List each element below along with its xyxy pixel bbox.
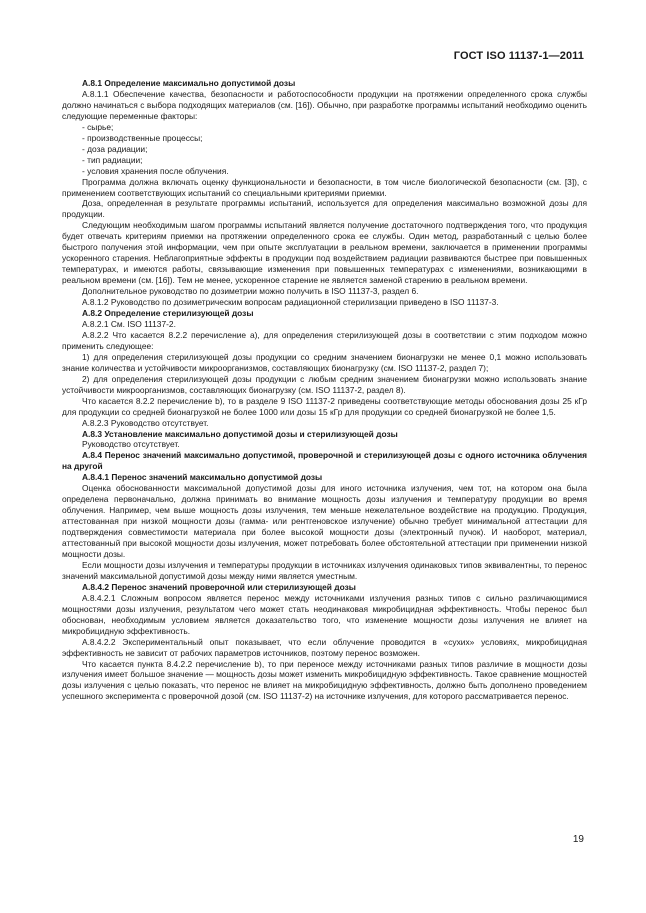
section-heading: A.8.4.1 Перенос значений максимально допустимой дозы [82,472,323,483]
paragraph: A.8.4.2.2 Экспериментальный опыт показывает, что если облучение проводится в «сухих» условиях, микробицидная эффективность не зависит от рабочих параметров источников, поэтому перенос возможен. [62,636,587,658]
paragraph: Что касается пункта 8.4.2.2 перечисление b), то при переносе между источниками разных типов различие в мощности дозы излучения имеет большое значение — мощность дозы может изменить микробицидную эффективность. Такое сравнение мощностей дозы излучения с целью показать, что перенос не влияет на микробицидную эффективность, должно быть дополнено проведением успешного эксперимента с проверочной дозой (см. ISO 11137-2) на источнике излучения, для которого рассматривается перенос. [62,658,587,702]
page-number: 19 [572,834,584,845]
list-item: - тип радиации; [82,154,143,165]
paragraph: 2) для определения стерилизующей дозы продукции с любым средним значением бионагрузки можно использовать знание устойчивости микроорганизмов, составляющих бионагрузку (см. ISO 11137-2, раздел 8). [62,373,587,395]
list-item: - условия хранения после облучения. [82,165,229,176]
paragraph: A.8.1.1 Обеспечение качества, безопасности и работоспособности продукции на протяжении определенного срока службы должно начинаться с выбора подходящих материалов (см. [16]). Обычно, при разработке программы испытаний необходимо оценить следующие переменные факторы: [62,88,587,121]
paragraph: Следующим необходимым шагом программы испытаний является получение достаточного подтверждения того, что продукция будет отвечать критериям приемки на протяжении определенного срока ее службы. Один метод, разработанный с целью более быстрого получения этой информации, чем при опыте эксплуатации в реальном времени, заключается в применении программы ускоренного старения. Неблагоприятные эффекты в продукции под воздействием радиации развиваются быстрее при повышенных температурах, и имеются работы, связывающие изменения при повышенных температурах с изменениями, возникающими в реальном времени (см. [16]). Тем не менее, ускоренное старение не является заменой старению в реальном времени. [62,220,587,286]
document-code-header: ГОСТ ISO 11137-1—2011 [453,50,584,62]
document-body [62,78,587,702]
list-item: - производственные процессы; [82,132,203,143]
paragraph: Что касается 8.2.2 перечисление b), то в разделе 9 ISO 11137-2 приведены соответствующие методы обоснования дозы 25 кГр для продукции со средней бионагрузкой не более 1000 или дозы 15 кГр для продукции со средней бионагрузкой не более 1,5. [62,395,587,417]
paragraph: A.8.2.2 Что касается 8.2.2 перечисление а), для определения стерилизующей дозы в соответствии с этим подходом можно применить следующее: [62,329,587,351]
paragraph: Если мощности дозы излучения и температуры продукции в источниках излучения одинаковых типов эквивалентны, то перенос значений максимальной допустимой дозы между ними является уместным. [62,559,587,581]
section-heading: A.8.4.2 Перенос значений проверочной или стерилизующей дозы [82,581,356,592]
paragraph: A.8.2.3 Руководство отсутствует. [82,417,209,428]
list-item: - доза радиации; [82,143,148,154]
list-item: - сырье; [82,121,114,132]
paragraph: Программа должна включать оценку функциональности и безопасности, в том числе биологической безопасности (см. [3]), с применением соответствующих испытаний со специальными критериями приемки. [62,176,587,198]
paragraph: A.8.2.1 См. ISO 11137-2. [82,318,176,329]
section-heading: A.8.2 Определение стерилизующей дозы [82,308,254,319]
paragraph: Оценка обоснованности максимальной допустимой дозы для иного источника излучения, чем тот, на котором она была определена первоначально, должна принимать во внимание мощность дозы излучения и температуру продукции во время облучения. Например, чем выше мощность дозы излучения, тем меньше нежелательное воздействие на продукцию. Продукция, аттестованная при низкой мощности дозы (гамма- или рентгеновское излучение) обычно требует минимальной аттестации для подтверждения совместимости материала при более высокой мощности дозы (электронный пучок). И наоборот, материал, аттестованный при высокой мощности дозы излучения, может потребовать более обстоятельной аттестации при применении низкой мощности дозы. [62,483,587,559]
paragraph: Руководство отсутствует. [82,439,180,450]
paragraph: 1) для определения стерилизующей дозы продукции со средним значением бионагрузки не менее 0,1 можно использовать знание количества и устойчивости микроорганизмов, составляющих бионагрузку (см. ISO 11137-2, раздел 7); [62,351,587,373]
paragraph: Доза, определенная в результате программы испытаний, используется для определения максимально возможной дозы для продукции. [62,198,587,220]
paragraph: A.8.1.2 Руководство по дозиметрическим вопросам радиационной стерилизации приведено в ISO 11137-3. [82,297,499,308]
paragraph: A.8.4.2.1 Сложным вопросом является перенос между источниками излучения разных типов с сильно различающимися мощностями дозы излучения, результатом чего может стать неодинаковая микробицидная эффективность. Чтобы перенос был обоснован, необходимым условием является доказательство того, что изменение мощности дозы излучения не влияет на микробицидную эффективность. [62,592,587,636]
section-heading: A.8.1 Определение максимально допустимой дозы [82,78,296,88]
section-heading: A.8.3 Установление максимально допустимой дозы и стерилизующей дозы [82,428,398,439]
section-heading: A.8.4 Перенос значений максимально допустимой, проверочной и стерилизующей дозы с одного источника облучения на другой [62,450,587,472]
paragraph: Дополнительное руководство по дозиметрии можно получить в ISO 11137-3, раздел 6. [82,286,419,297]
